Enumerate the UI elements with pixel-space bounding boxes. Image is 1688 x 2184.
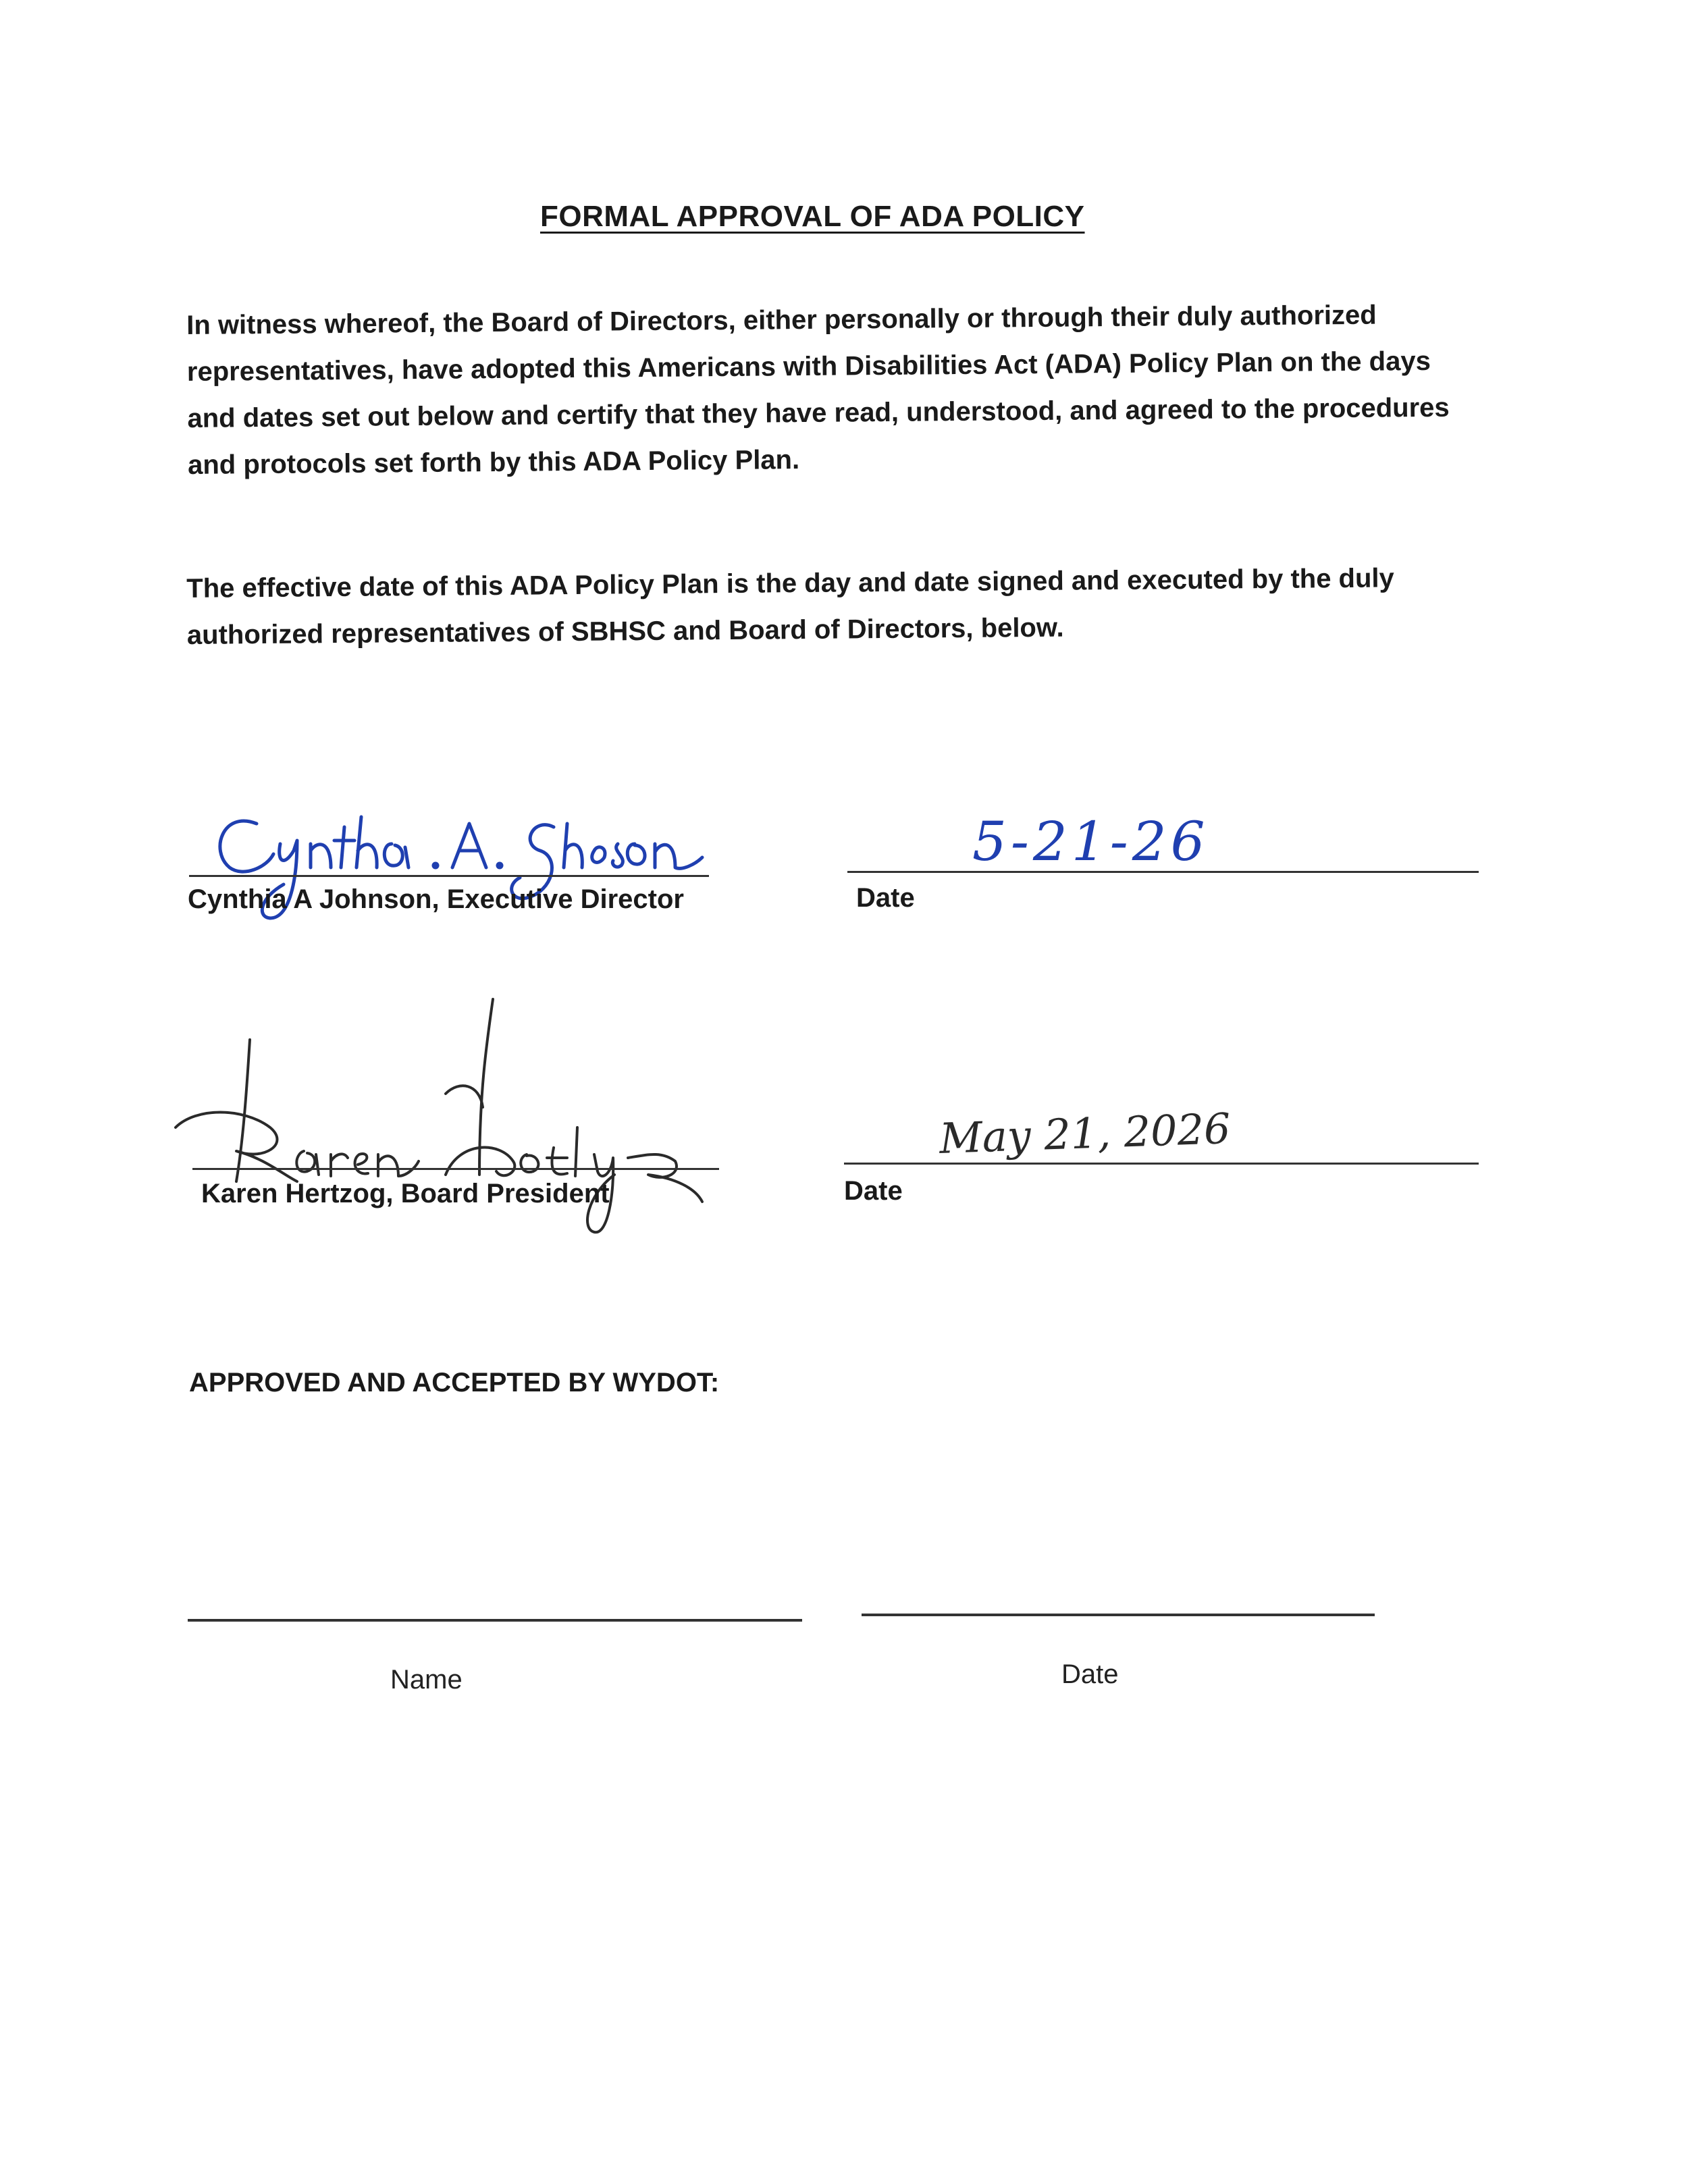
executive-signature-image — [203, 803, 716, 952]
effective-date-paragraph: The effective date of this ADA Policy Plan is the day and date signed and executed by the duly authorized representatives of SBHSC and Board of Directors, below. — [186, 563, 1394, 650]
document-title: FORMAL APPROVAL OF ADA POLICY — [540, 200, 1085, 233]
executive-handwritten-date: 5-21-26 — [972, 810, 1209, 873]
president-handwritten-date: May 21, 2026 — [939, 1103, 1232, 1163]
wydot-date-label: Date — [1061, 1659, 1119, 1689]
wydot-name-line — [188, 1619, 802, 1622]
wydot-approval-heading: APPROVED AND ACCEPTED BY WYDOT: — [189, 1368, 720, 1397]
president-signature-line — [192, 1168, 719, 1170]
president-date-line — [844, 1163, 1479, 1165]
president-signature-image — [162, 992, 743, 1249]
executive-signature-line — [189, 875, 709, 877]
witness-paragraph: In witness whereof, the Board of Directors, either personally or through their duly authorized representatives, have adopted this Americans with Disabilities Act (ADA) Policy Plan on the days and dates set out below and certify that they have read, understood, and agreed to the procedures and protocols set forth by this ADA Policy Plan. — [186, 300, 1450, 480]
wydot-date-line — [862, 1614, 1375, 1616]
executive-name-title: Cynthia A Johnson, Executive Director — [188, 884, 684, 914]
executive-date-label: Date — [856, 883, 915, 913]
president-name-title: Karen Hertzog, Board President — [201, 1179, 610, 1208]
president-date-label: Date — [844, 1176, 903, 1206]
wydot-name-label: Name — [390, 1665, 463, 1695]
executive-date-line — [847, 871, 1479, 873]
